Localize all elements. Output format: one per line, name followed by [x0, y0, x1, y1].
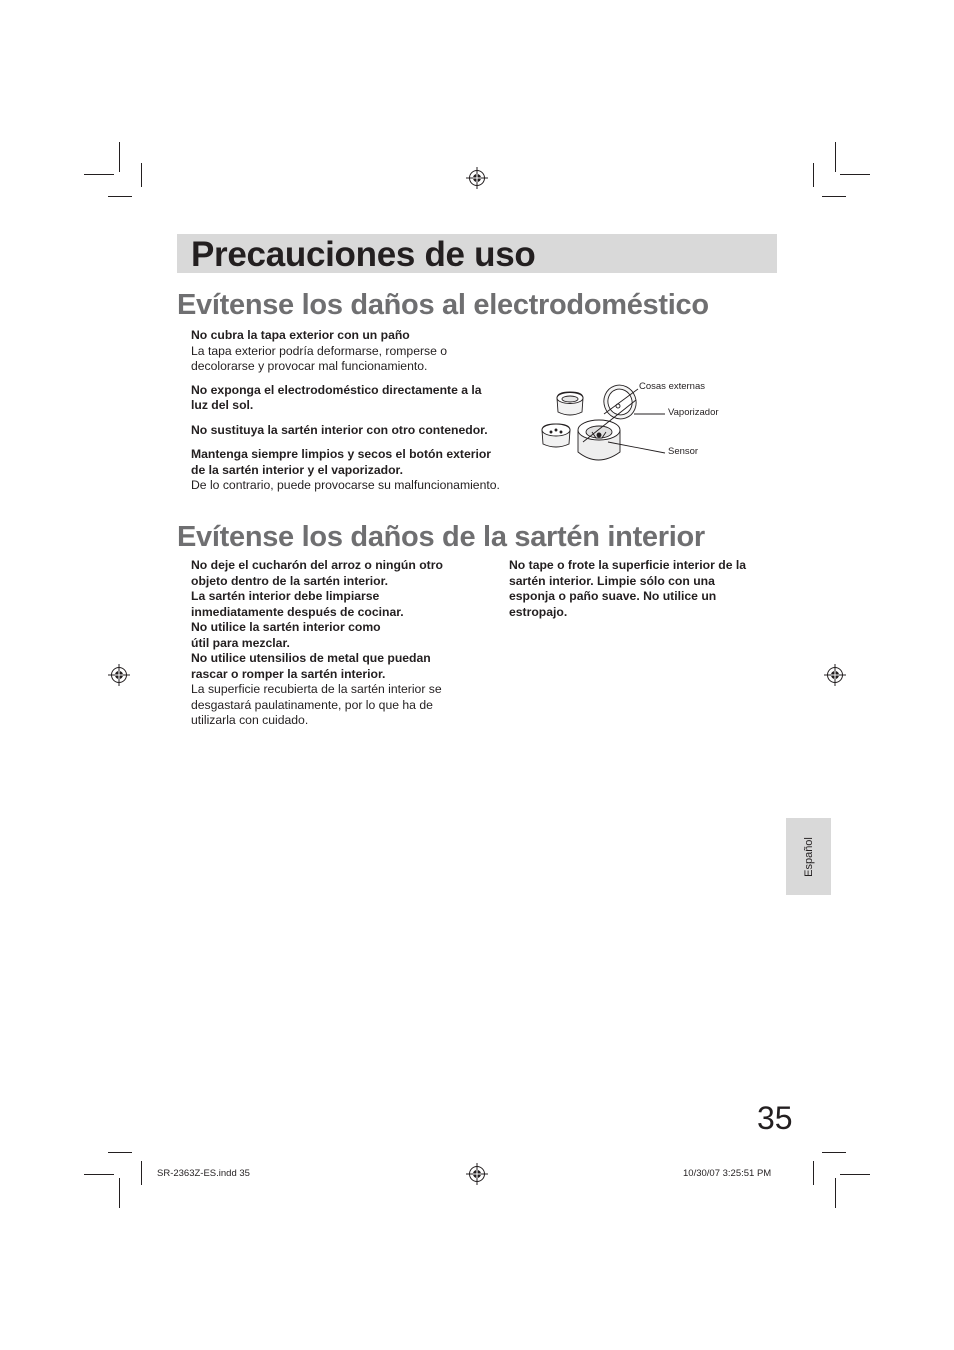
item-text: decolorarse y provocar mal funcionamiento. [191, 359, 428, 373]
item-text: No utilice utensilios de metal que puedan [191, 651, 431, 665]
section-heading-inner-pan: Evítense los daños de la sartén interior [177, 521, 705, 553]
item-text: No sustituya la sartén interior con otro contenedor. [191, 422, 488, 437]
footer-file: SR-2363Z-ES.indd 35 [157, 1168, 250, 1179]
item-text: esponja o paño suave. No utilice un [509, 589, 717, 603]
registration-mark-icon [466, 167, 488, 189]
diagram-label-vaporizador: Vaporizador [668, 407, 719, 418]
item-text: De lo contrario, puede provocarse su malfuncionamiento. [191, 478, 500, 492]
item-text: Mantenga siempre limpios y secos el botón exterior [191, 447, 492, 461]
section-appliance-text [191, 328, 531, 494]
registration-mark-icon [108, 664, 130, 686]
item-text: utilizarla con cuidado. [191, 713, 309, 727]
page-number: 35 [757, 1100, 793, 1136]
item-text: de la sartén interior y el vaporizador. [191, 462, 404, 477]
section-inner-pan-right [509, 558, 779, 620]
item-text: sartén interior. Limpie sólo con una [509, 573, 715, 588]
section-heading-appliance: Evítense los daños al electrodoméstico [177, 289, 709, 321]
page-title: Precauciones de uso [191, 235, 536, 274]
item-text: No utilice la sartén interior como [191, 620, 381, 634]
item-text: No deje el cucharón del arroz o ningún otro [191, 558, 443, 572]
diagram-label-cosas: Cosas externas [639, 381, 706, 392]
item-text: inmediatamente después de cocinar. [191, 604, 404, 619]
item-text: La superficie recubierta de la sartén interior se [191, 682, 442, 696]
item-text: objeto dentro de la sartén interior. [191, 573, 389, 588]
language-tab-label: Español [802, 836, 815, 877]
item-text: La sartén interior debe limpiarse [191, 589, 380, 603]
title-bar [177, 234, 777, 273]
diagram-label-sensor: Sensor [668, 446, 699, 457]
registration-mark-icon [824, 664, 846, 686]
item-text: La tapa exterior podría deformarse, romperse o [191, 343, 448, 358]
registration-mark-icon [466, 1163, 488, 1185]
item-text: desgastará paulatinamente, por lo que ha de [191, 697, 433, 712]
language-tab [786, 818, 831, 895]
item-text: útil para mezclar. [191, 635, 290, 650]
item-text: luz del sol. [191, 398, 254, 412]
item-text: No tape o frote la superficie interior de la [509, 558, 747, 572]
item-text: rascar o romper la sartén interior. [191, 666, 386, 681]
section-inner-pan-left [191, 558, 491, 729]
item-text: No cubra la tapa exterior con un paño [191, 328, 410, 342]
footer-date: 10/30/07 3:25:51 PM [683, 1168, 772, 1179]
item-text: No exponga el electrodoméstico directamente a la [191, 382, 482, 397]
item-text: estropajo. [509, 604, 568, 619]
